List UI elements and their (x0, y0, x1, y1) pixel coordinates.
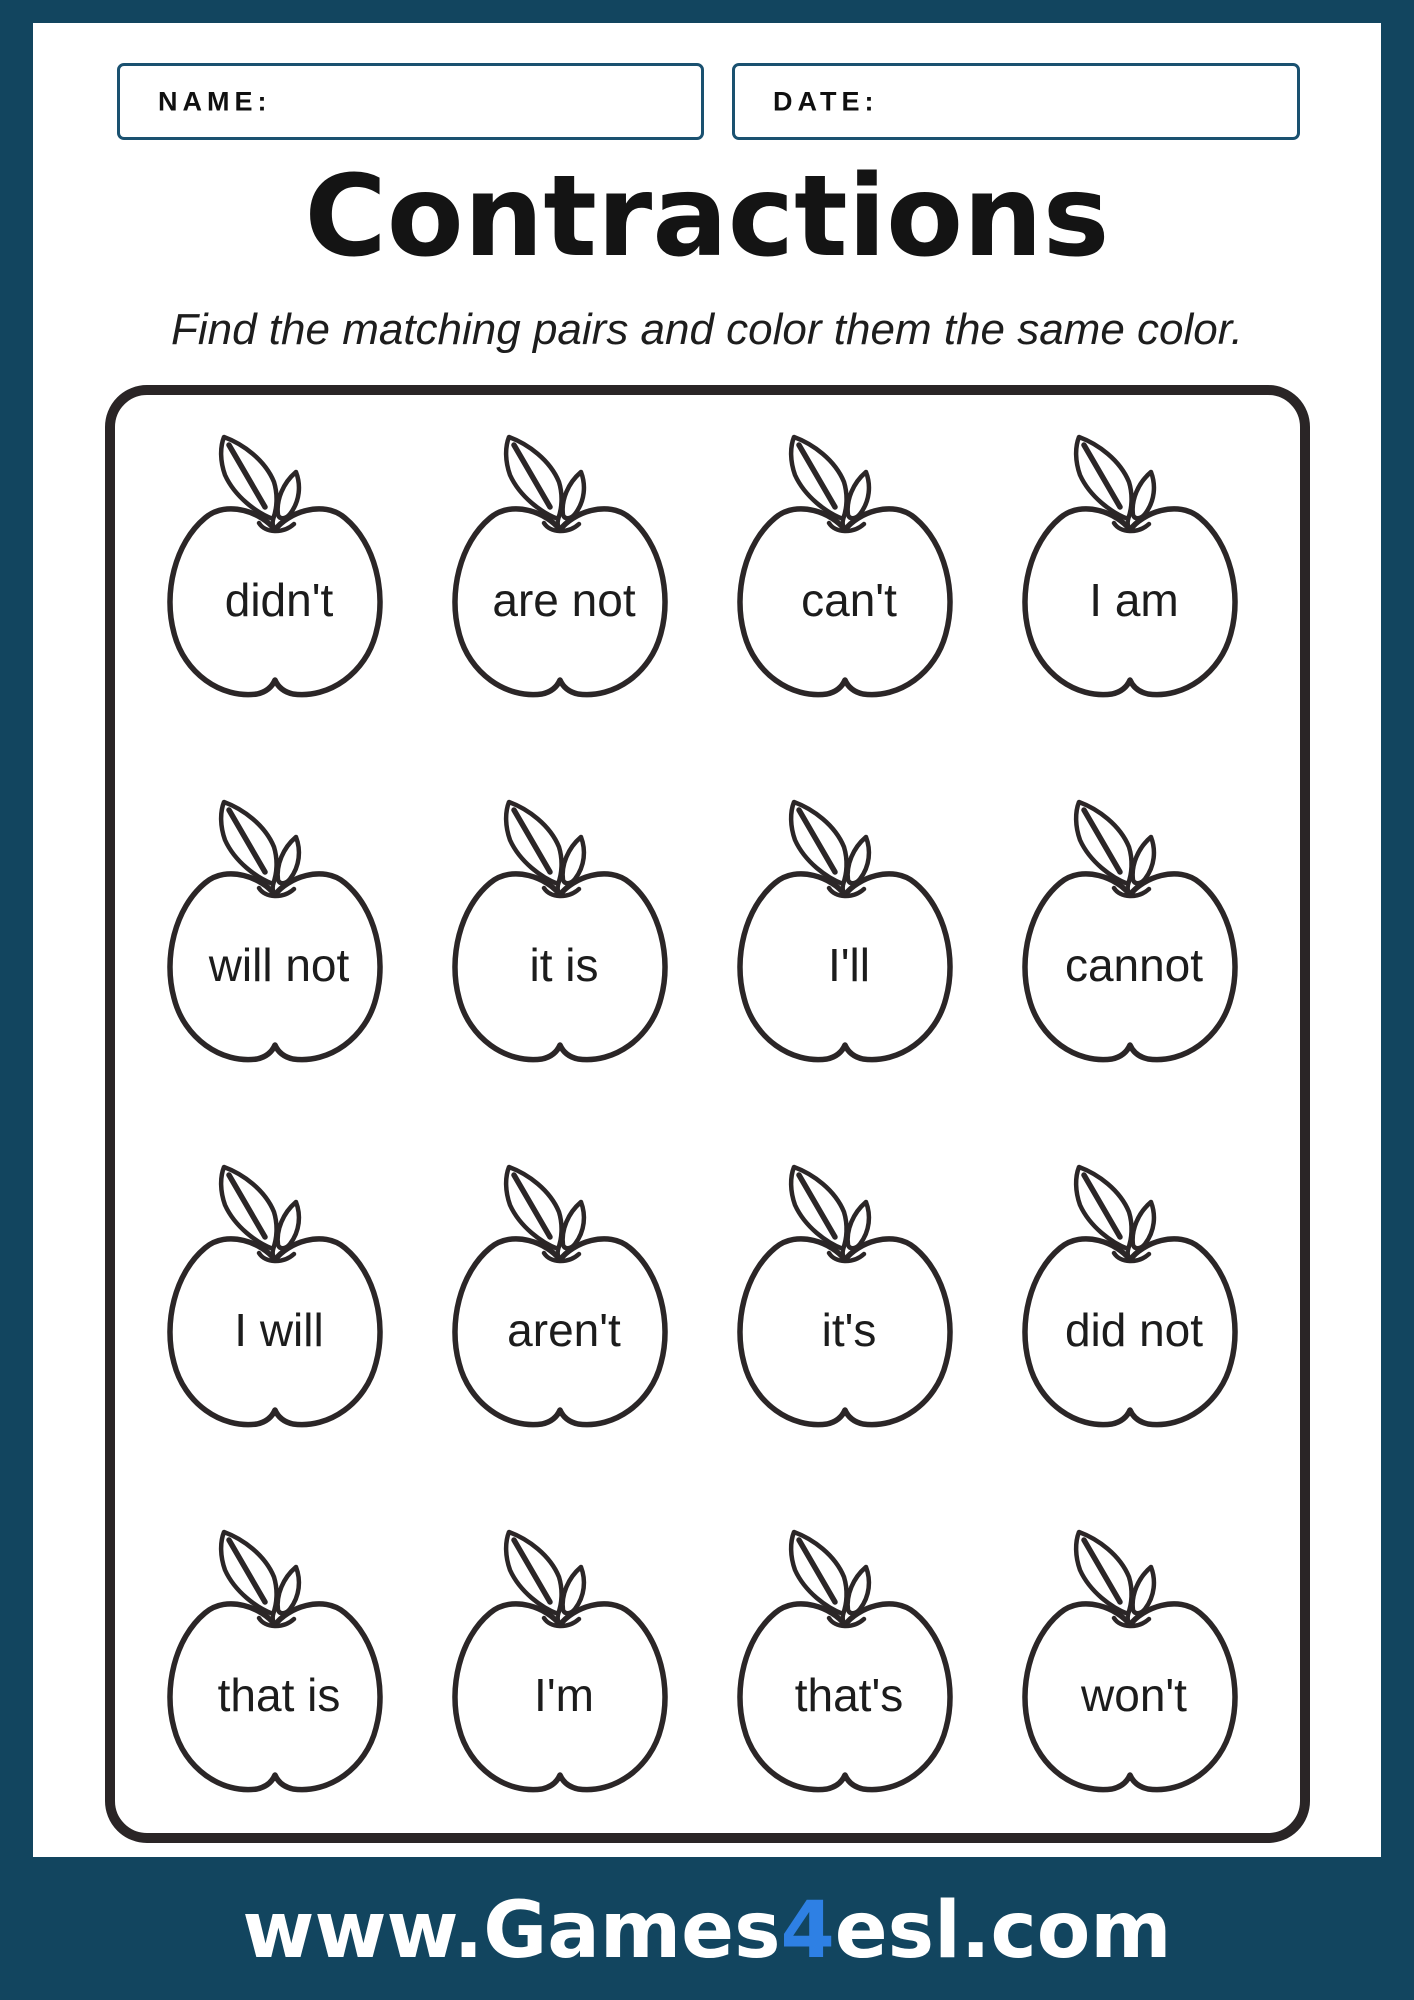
leaf-vein (229, 810, 265, 872)
apple-outline-icon (733, 1528, 965, 1793)
site-url (0, 1857, 1414, 2000)
apple-word: cannot (1064, 939, 1204, 991)
apple-outline-icon (448, 1528, 680, 1793)
apple-card[interactable] (733, 798, 965, 1063)
apple-stem (558, 1247, 560, 1260)
apple-word: will not (208, 939, 350, 991)
apple-card[interactable] (733, 433, 965, 698)
apple-word: didn't (224, 574, 334, 626)
apple-stem (558, 882, 560, 895)
date-label: DATE: (773, 86, 879, 116)
leaf-vein (514, 1540, 550, 1602)
apple-stem (1128, 1247, 1130, 1260)
apple-word: I'm (534, 1669, 594, 1721)
leaf-vein (229, 1540, 265, 1602)
name-field[interactable] (117, 63, 704, 140)
apple-stem (843, 882, 845, 895)
leaf-vein (799, 1175, 835, 1237)
apple-stem (558, 1612, 560, 1625)
apple-outline-icon (1018, 798, 1250, 1063)
apple-outline-icon (733, 433, 965, 698)
site-url-accent: 4 (780, 1886, 835, 1976)
apple-card[interactable] (448, 798, 680, 1063)
apple-word: are not (492, 574, 636, 626)
name-label: NAME: (158, 86, 272, 116)
leaf-vein (799, 1540, 835, 1602)
apple-outline-icon (448, 798, 680, 1063)
page-title: Contractions (304, 152, 1110, 282)
apple-card[interactable] (1018, 798, 1250, 1063)
site-url-prefix: www.Games (242, 1886, 781, 1976)
apple-stem (1128, 882, 1130, 895)
apple-outline-icon (1018, 433, 1250, 698)
apple-card[interactable] (163, 798, 395, 1063)
apple-stem (843, 1247, 845, 1260)
leaf-vein (799, 810, 835, 872)
apple-word: it's (821, 1304, 877, 1356)
apple-stem (843, 517, 845, 530)
site-url-suffix: esl.com (834, 1886, 1172, 1976)
apple-stem (273, 1247, 275, 1260)
apple-word: I will (234, 1304, 324, 1356)
apple-word: I'll (827, 939, 870, 991)
apple-word: aren't (507, 1304, 621, 1356)
apple-outline-icon (1018, 1163, 1250, 1428)
leaf-vein (229, 1175, 265, 1237)
apple-outline-icon (163, 1528, 395, 1793)
apple-card[interactable] (733, 1163, 965, 1428)
leaf-vein (514, 810, 550, 872)
apple-outline-icon (163, 1163, 395, 1428)
apple-word: can't (801, 574, 897, 626)
apple-card[interactable] (1018, 1163, 1250, 1428)
apple-stem (558, 517, 560, 530)
apple-outline-icon (733, 1163, 965, 1428)
apple-card[interactable] (163, 433, 395, 698)
apple-stem (843, 1612, 845, 1625)
apple-word: won't (1081, 1669, 1187, 1721)
leaf-vein (514, 1175, 550, 1237)
apple-card[interactable] (448, 433, 680, 698)
footer (0, 1857, 1414, 2000)
apple-word: I am (1089, 574, 1179, 626)
instructions: Find the matching pairs and color them the same color. (170, 305, 1243, 354)
apple-outline-icon (163, 433, 395, 698)
apple-card[interactable] (163, 1163, 395, 1428)
apple-outline-icon (1018, 1528, 1250, 1793)
apple-outline-icon (448, 1163, 680, 1428)
apple-card[interactable] (448, 1528, 680, 1793)
leaf-vein (1084, 1175, 1120, 1237)
apple-stem (1128, 517, 1130, 530)
apple-stem (1128, 1612, 1130, 1625)
apple-card[interactable] (1018, 433, 1250, 698)
apple-card[interactable] (448, 1163, 680, 1428)
apple-stem (273, 517, 275, 530)
apple-outline-icon (733, 798, 965, 1063)
leaf-vein (229, 445, 265, 507)
leaf-vein (799, 445, 835, 507)
leaf-vein (1084, 1540, 1120, 1602)
apple-card[interactable] (163, 1528, 395, 1793)
leaf-vein (514, 445, 550, 507)
apple-word: that is (217, 1669, 341, 1721)
apple-stem (273, 1612, 275, 1625)
apple-outline-icon (448, 433, 680, 698)
apple-word: that's (794, 1669, 904, 1721)
apple-card[interactable] (733, 1528, 965, 1793)
leaf-vein (1084, 810, 1120, 872)
apple-card[interactable] (1018, 1528, 1250, 1793)
apple-word: did not (1064, 1304, 1204, 1356)
apple-stem (273, 882, 275, 895)
date-field[interactable] (732, 63, 1300, 140)
apple-outline-icon (163, 798, 395, 1063)
apple-word: it is (529, 939, 599, 991)
worksheet-content (33, 23, 1381, 1857)
leaf-vein (1084, 445, 1120, 507)
